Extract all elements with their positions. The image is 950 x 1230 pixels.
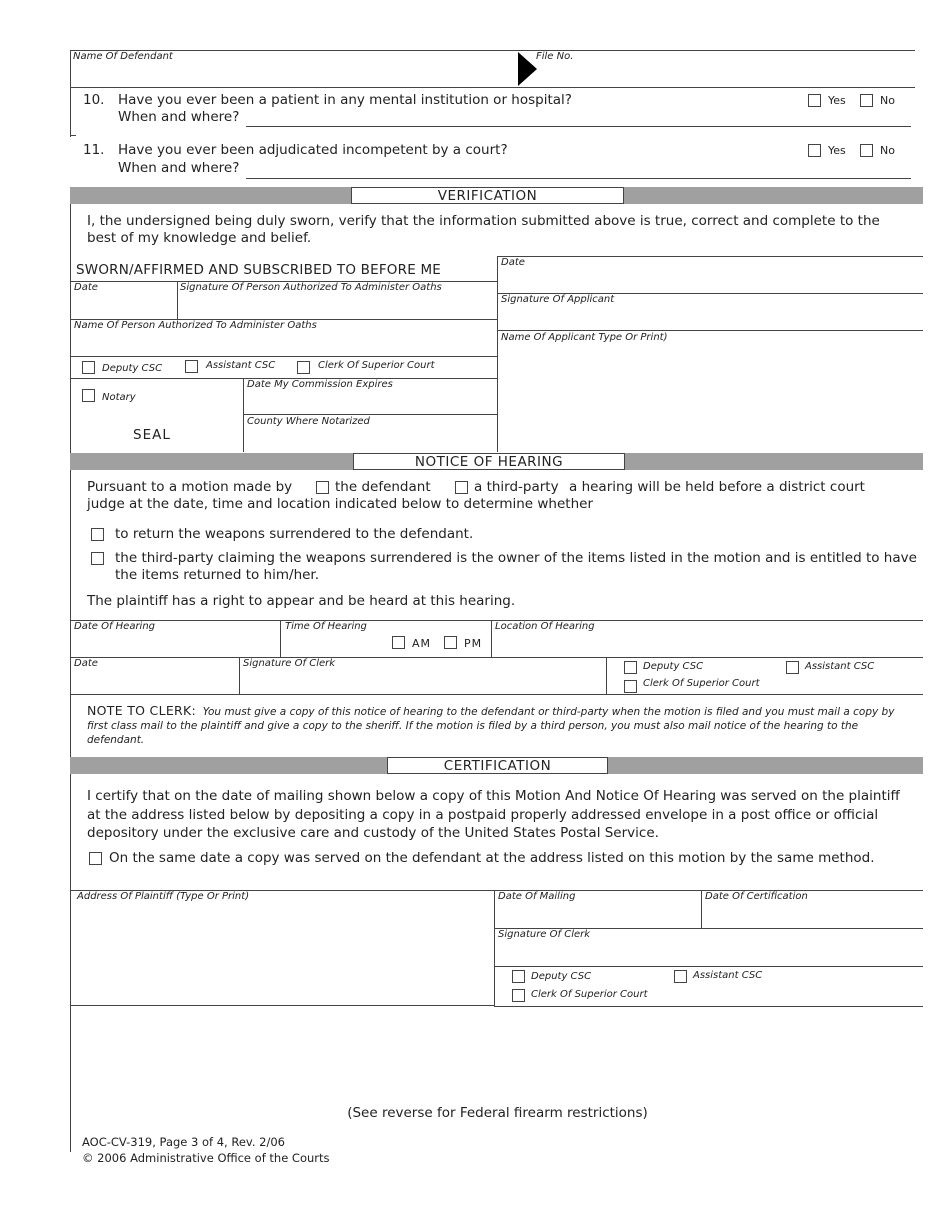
verif-assistant-checkbox[interactable] — [185, 360, 198, 373]
q11-no-label: No — [880, 144, 895, 157]
rule — [497, 256, 498, 452]
rule — [701, 890, 702, 928]
verification-text: I, the undersigned being duly sworn, verify that the information submitted above is true, correct and complete to the best of my knowledge and belief. — [87, 213, 880, 246]
cert-sig-clerk-label: Signature Of Clerk — [498, 929, 591, 940]
notice-date-field[interactable] — [74, 671, 236, 691]
notice-date-label: Date — [74, 658, 98, 669]
county-field[interactable] — [247, 429, 495, 449]
by-defendant-label: the defendant — [335, 479, 431, 495]
cert-deputy-label: Deputy CSC — [531, 971, 592, 982]
am-checkbox[interactable] — [392, 636, 405, 649]
rule — [70, 204, 71, 1152]
rule — [70, 356, 497, 357]
cert-assistant-label: Assistant CSC — [693, 970, 763, 981]
form-id: AOC-CV-319, Page 3 of 4, Rev. 2/06 — [82, 1135, 285, 1149]
by-third-party-checkbox[interactable] — [455, 481, 468, 494]
rule — [494, 1006, 923, 1007]
cert-clerk-checkbox[interactable] — [512, 989, 525, 1002]
address-plaintiff-field[interactable] — [77, 905, 487, 1001]
notice-sig-clerk-label: Signature Of Clerk — [243, 658, 336, 669]
verification-title: VERIFICATION — [351, 187, 624, 204]
notary-label: Notary — [102, 392, 136, 403]
certification-title: CERTIFICATION — [387, 757, 608, 774]
rule — [239, 657, 240, 694]
notice-line1-b: a hearing will be held before a district court — [569, 479, 865, 495]
rule — [498, 256, 923, 257]
cert-clerk-label: Clerk Of Superior Court — [531, 989, 648, 1000]
county-label: County Where Notarized — [247, 416, 370, 427]
q11-yes-checkbox[interactable] — [808, 144, 821, 157]
rule — [243, 414, 497, 415]
rule — [70, 135, 76, 136]
q11-sub: When and where? — [118, 160, 240, 176]
q10-text: Have you ever been a patient in any mental institution or hospital? — [118, 92, 572, 108]
name-authorized-label: Name Of Person Authorized To Administer Oaths — [74, 320, 317, 331]
applicant-date-label: Date — [501, 257, 525, 268]
rule — [70, 694, 923, 695]
reverse-note: (See reverse for Federal firearm restrictions) — [347, 1105, 648, 1121]
date-hearing-field[interactable] — [74, 634, 276, 654]
location-label: Location Of Hearing — [495, 621, 595, 632]
note-to-clerk — [87, 704, 913, 747]
sworn-label: SWORN/AFFIRMED AND SUBSCRIBED TO BEFORE ME — [76, 262, 442, 278]
am-label: AM — [412, 637, 432, 650]
by-defendant-checkbox[interactable] — [316, 481, 329, 494]
cert-assistant-checkbox[interactable] — [674, 970, 687, 983]
rule — [70, 657, 923, 658]
date-mailing-field[interactable] — [498, 905, 696, 925]
notice-line1-a: Pursuant to a motion made by — [87, 479, 293, 495]
top-rule — [70, 50, 915, 51]
note-to-clerk-text: You must give a copy of this notice of hearing to the defendant or third-party when the motion is filed and you must mail a copy by first class mail to the plaintiff and give a copy to the sheriff. If the motion is filed by a third person, you must also mail notice of the hearing to the defendant. — [87, 706, 895, 746]
address-plaintiff-label: Address Of Plaintiff (Type Or Print) — [77, 891, 250, 902]
by-third-party-label: a third-party — [474, 479, 559, 495]
rule — [494, 966, 923, 967]
verif-clerk-label: Clerk Of Superior Court — [318, 360, 435, 371]
rule — [498, 330, 923, 331]
sig-applicant-field[interactable] — [501, 307, 919, 329]
file-arrow-icon — [518, 52, 537, 86]
right-to-appear-text: The plaintiff has a right to appear and be heard at this hearing. — [87, 593, 516, 609]
notice-assistant-checkbox[interactable] — [786, 661, 799, 674]
notice-sig-clerk-field[interactable] — [243, 671, 603, 691]
sig-authorized-field[interactable] — [180, 294, 494, 318]
seal-label: SEAL — [133, 427, 171, 443]
cert-sig-clerk-field[interactable] — [498, 942, 918, 962]
same-date-checkbox[interactable] — [89, 852, 102, 865]
date-mailing-label: Date Of Mailing — [498, 891, 576, 902]
rule — [606, 657, 607, 694]
notice-title: NOTICE OF HEARING — [353, 453, 625, 470]
rule — [494, 890, 495, 1006]
cert-deputy-checkbox[interactable] — [512, 970, 525, 983]
commission-label: Date My Commission Expires — [247, 379, 393, 390]
notice-assistant-label: Assistant CSC — [805, 661, 875, 672]
verif-deputy-label: Deputy CSC — [102, 363, 163, 374]
name-applicant-label: Name Of Applicant Type Or Print) — [501, 332, 668, 343]
third-party-owner-checkbox[interactable] — [91, 552, 104, 565]
date-certification-label: Date Of Certification — [705, 891, 808, 902]
sig-applicant-label: Signature Of Applicant — [501, 294, 615, 305]
sworn-date-field[interactable] — [72, 294, 174, 318]
pm-checkbox[interactable] — [444, 636, 457, 649]
rule — [70, 1005, 494, 1006]
return-defendant-label: to return the weapons surrendered to the defendant. — [115, 526, 474, 542]
name-applicant-field[interactable] — [501, 345, 919, 445]
name-authorized-field[interactable] — [72, 332, 494, 354]
time-hearing-field[interactable] — [285, 634, 385, 654]
q10-when-field[interactable] — [246, 126, 911, 127]
sworn-date-label: Date — [74, 282, 98, 293]
copyright: © 2006 Administrative Office of the Courts — [82, 1151, 330, 1165]
left-rule — [70, 50, 71, 137]
q10-yes-checkbox[interactable] — [808, 94, 821, 107]
rule — [243, 378, 244, 452]
sig-authorized-label: Signature Of Person Authorized To Administer Oaths — [180, 282, 442, 293]
q11-when-field[interactable] — [246, 178, 911, 179]
q11-number: 11. — [83, 142, 105, 158]
file-no-field[interactable] — [540, 62, 910, 84]
third-party-owner-label: the third-party claiming the weapons surrendered is the owner of the items listed in the motion and is entitled to have the items returned to him/her. — [115, 550, 917, 583]
same-date-label: On the same date a copy was served on the defendant at the address listed on this motion by the same method. — [109, 850, 875, 866]
applicant-date-field[interactable] — [501, 270, 919, 292]
rule — [70, 87, 915, 88]
commission-field[interactable] — [247, 392, 495, 412]
q11-no-checkbox[interactable] — [860, 144, 873, 157]
q10-no-label: No — [880, 94, 895, 107]
q10-sub: When and where? — [118, 109, 240, 125]
q11-yes-label: Yes — [828, 144, 846, 157]
location-field[interactable] — [495, 634, 919, 654]
q10-no-checkbox[interactable] — [860, 94, 873, 107]
date-hearing-label: Date Of Hearing — [74, 621, 156, 632]
date-certification-field[interactable] — [705, 905, 919, 925]
pm-label: PM — [464, 637, 483, 650]
notice-deputy-checkbox[interactable] — [624, 661, 637, 674]
verif-assistant-label: Assistant CSC — [206, 360, 276, 371]
defendant-label: Name Of Defendant — [73, 51, 173, 62]
notice-deputy-label: Deputy CSC — [643, 661, 704, 672]
q10-yes-label: Yes — [828, 94, 846, 107]
note-to-clerk-label: NOTE TO CLERK: — [87, 703, 197, 718]
verif-clerk-checkbox[interactable] — [297, 361, 310, 374]
verif-deputy-checkbox[interactable] — [82, 361, 95, 374]
q10-number: 10. — [83, 92, 105, 108]
rule — [280, 620, 281, 657]
notice-clerk-checkbox[interactable] — [624, 680, 637, 693]
notice-line2: judge at the date, time and location indicated below to determine whether — [87, 496, 593, 512]
file-no-label: File No. — [536, 51, 574, 62]
notice-clerk-label: Clerk Of Superior Court — [643, 678, 760, 689]
defendant-field[interactable] — [74, 62, 514, 84]
time-hearing-label: Time Of Hearing — [285, 621, 367, 632]
notary-checkbox[interactable] — [82, 389, 95, 402]
certification-text: I certify that on the date of mailing shown below a copy of this Motion And Notice Of Hearing was served on the plaintiff at the address listed below by depositing a copy in a postpaid properly addressed envelope in a post office or official depository under the exclusive care and custody of the United States Postal Service. — [87, 788, 900, 841]
rule — [491, 620, 492, 657]
rule — [177, 281, 178, 319]
return-defendant-checkbox[interactable] — [91, 528, 104, 541]
q11-text: Have you ever been adjudicated incompetent by a court? — [118, 142, 508, 158]
